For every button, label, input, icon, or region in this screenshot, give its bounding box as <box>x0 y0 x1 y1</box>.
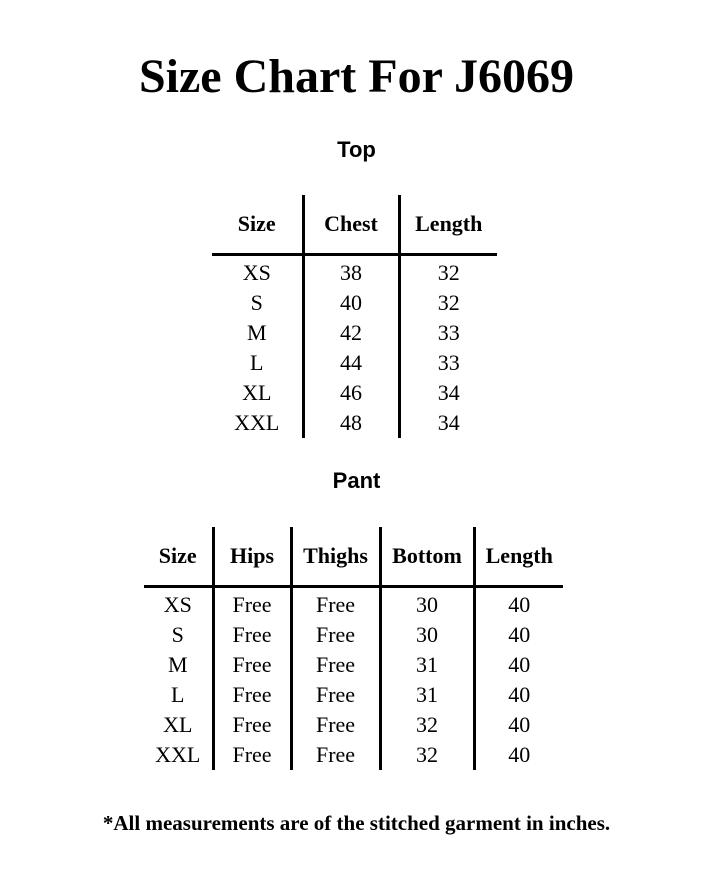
top-size-table <box>212 195 497 438</box>
table-header-row <box>212 195 497 255</box>
size-cell: L <box>171 682 185 707</box>
table-row <box>212 378 497 408</box>
pant-size-table <box>144 527 563 770</box>
length-cell: 40 <box>474 710 563 740</box>
length-cell: 40 <box>474 620 563 650</box>
table-header-row <box>144 527 563 587</box>
hips-cell: Free <box>213 680 291 710</box>
column-header-size: Size <box>158 543 197 568</box>
pant-section-heading: Pant <box>332 468 381 493</box>
length-cell: 34 <box>399 378 497 408</box>
thighs-cell: Free <box>291 710 380 740</box>
table-row <box>212 408 497 438</box>
table-row <box>144 740 563 770</box>
bottom-cell: 32 <box>380 740 474 770</box>
chest-cell: 40 <box>303 288 399 318</box>
length-cell: 40 <box>474 680 563 710</box>
length-cell: 40 <box>474 740 563 770</box>
hips-cell: Free <box>213 587 291 621</box>
top-section-heading: Top <box>337 137 376 162</box>
length-cell: 32 <box>399 288 497 318</box>
size-cell: M <box>167 652 188 677</box>
table-row <box>212 348 497 378</box>
hips-cell: Free <box>213 650 291 680</box>
hips-cell: Free <box>213 620 291 650</box>
page-title: Size Chart For J6069 <box>138 50 575 103</box>
thighs-cell: Free <box>291 587 380 621</box>
table-row <box>144 650 563 680</box>
table-row <box>144 620 563 650</box>
thighs-cell: Free <box>291 620 380 650</box>
thighs-cell: Free <box>291 680 380 710</box>
size-cell: M <box>246 320 267 345</box>
size-cell: XL <box>242 380 272 405</box>
column-header-size: Size <box>237 211 276 236</box>
size-cell: XS <box>242 260 271 285</box>
bottom-cell: 31 <box>380 650 474 680</box>
bottom-cell: 31 <box>380 680 474 710</box>
size-cell: S <box>250 290 263 315</box>
length-cell: 32 <box>399 255 497 289</box>
size-cell: XXL <box>234 410 280 435</box>
size-cell: XL <box>163 712 193 737</box>
column-header-bottom: Bottom <box>380 527 474 587</box>
thighs-cell: Free <box>291 650 380 680</box>
bottom-cell: 32 <box>380 710 474 740</box>
hips-cell: Free <box>213 740 291 770</box>
size-cell: XXL <box>155 742 201 767</box>
measurement-footnote: *All measurements are of the stitched garment in inches. <box>102 811 611 835</box>
size-cell: S <box>171 622 184 647</box>
chest-cell: 48 <box>303 408 399 438</box>
column-header-thighs: Thighs <box>291 527 380 587</box>
column-header-chest: Chest <box>303 195 399 255</box>
bottom-cell: 30 <box>380 620 474 650</box>
thighs-cell: Free <box>291 740 380 770</box>
table-row <box>144 680 563 710</box>
chest-cell: 46 <box>303 378 399 408</box>
chest-cell: 44 <box>303 348 399 378</box>
hips-cell: Free <box>213 710 291 740</box>
length-cell: 33 <box>399 348 497 378</box>
column-header-length: Length <box>474 527 563 587</box>
table-row <box>144 587 563 621</box>
table-row <box>212 255 497 289</box>
chest-cell: 38 <box>303 255 399 289</box>
length-cell: 34 <box>399 408 497 438</box>
table-row <box>144 710 563 740</box>
column-header-hips: Hips <box>213 527 291 587</box>
column-header-length: Length <box>399 195 497 255</box>
size-cell: XS <box>163 592 192 617</box>
length-cell: 33 <box>399 318 497 348</box>
length-cell: 40 <box>474 650 563 680</box>
size-cell: L <box>250 350 264 375</box>
table-row <box>212 288 497 318</box>
chest-cell: 42 <box>303 318 399 348</box>
length-cell: 40 <box>474 587 563 621</box>
table-row <box>212 318 497 348</box>
bottom-cell: 30 <box>380 587 474 621</box>
